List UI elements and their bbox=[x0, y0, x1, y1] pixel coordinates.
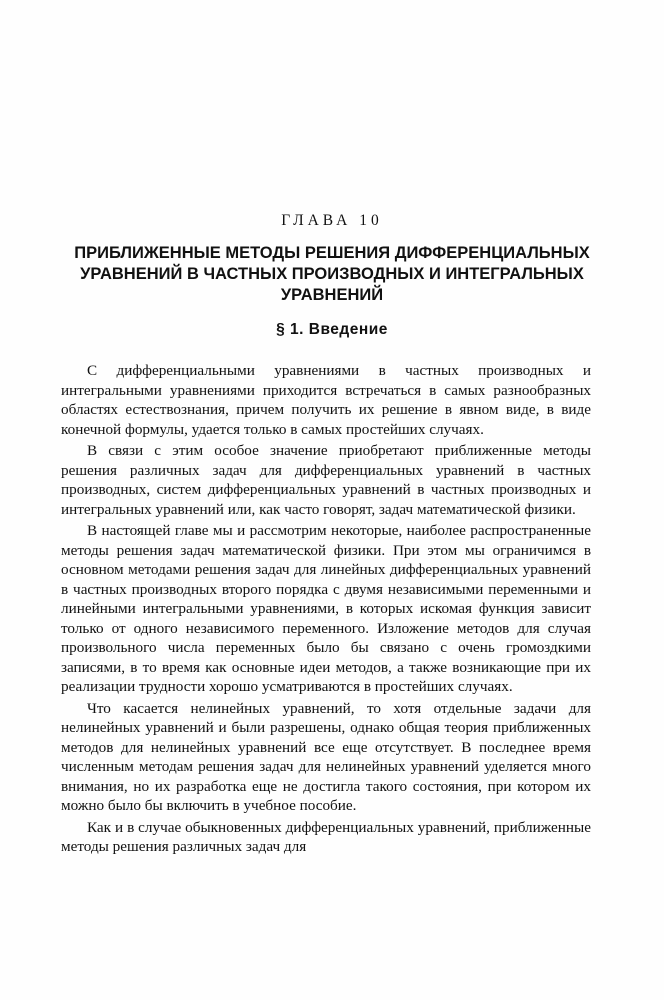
chapter-title: ПРИБЛИЖЕННЫЕ МЕТОДЫ РЕШЕНИЯ ДИФФЕРЕНЦИАЛЬНЫХ УРАВНЕНИЙ В ЧАСТНЫХ ПРОИЗВОДНЫХ И ИНТЕГРАЛЬНЫХ УРАВНЕНИЙ bbox=[74, 244, 590, 304]
paragraph-4: Что касается нелинейных уравнений, то хотя отдельные задачи для нелинейных уравнений и были разрешены, однако общая теория приближенных методов для нелинейных уравнений все еще отсутствует. В последнее время численным методам решения задач для нелинейных уравнений уделяется много внимания, но их разработка еще не достигла такого состояния, при котором их можно было бы включить в учебное пособие. bbox=[61, 699, 591, 814]
chapter-label: ГЛАВА 10 bbox=[281, 212, 383, 229]
paragraph-5: Как и в случае обыкновенных дифференциальных уравнений, приближенные методы решения различных задач для bbox=[61, 818, 591, 855]
section-heading: § 1. Введение bbox=[276, 321, 388, 338]
paragraph-2: В связи с этим особое значение приобретают приближенные методы решения различных задач для дифференциальных уравнений в частных производных, систем дифференциальных уравнений в частных производных и интегральных уравнений или, как часто говорят, задач математической физики. bbox=[61, 442, 591, 518]
paragraph-3: В настоящей главе мы и рассмотрим некоторые, наиболее распространенные методы решения задач математической физики. При этом мы ограничимся в основном методами решения задач для линейных дифференциальных уравнений в частных производных второго порядка с двумя независимыми переменными и линейными интегральными уравнениями, в которых искомая функция зависит только от одного независимого переменного. Изложение методов для случая произвольного числа переменных было бы связано с очень громоздкими записями, в то время как основные идеи методов, а также возникающие при их реализации трудности хорошо усматриваются в простейших случаях. bbox=[61, 522, 591, 695]
paragraph-1: С дифференциальными уравнениями в частных производных и интегральными уравнениями приходится встречаться в самых разнообразных областях естествознания, причем получить их решение в явном виде, в виде конечной формулы, удается только в самых простейших случаях. bbox=[61, 362, 591, 438]
body-text bbox=[61, 361, 591, 857]
